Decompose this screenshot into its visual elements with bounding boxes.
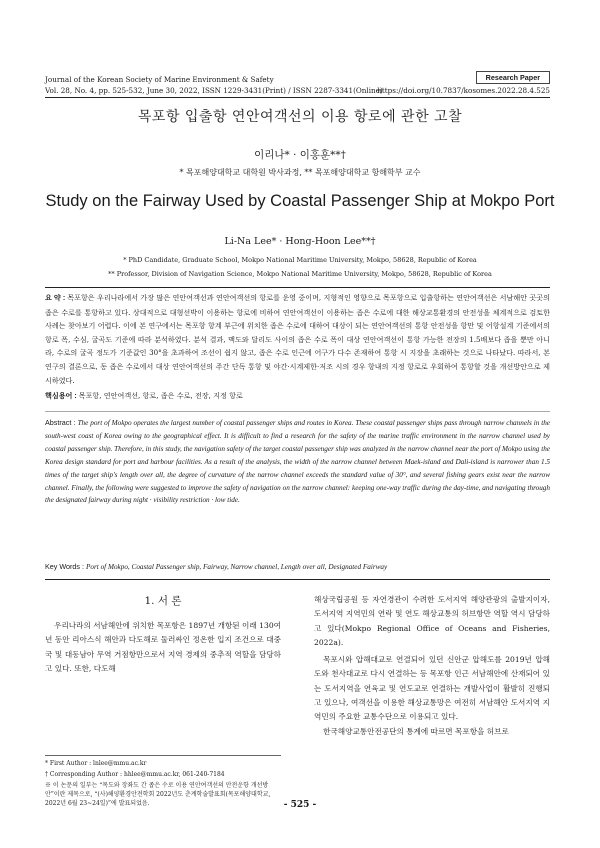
journal-name: Journal of the Korean Society of Marine Environment & Safety <box>45 75 274 84</box>
korean-affiliation: * 목포해양대학교 대학원 박사과정, ** 목포해양대학교 항해학부 교수 <box>179 168 421 177</box>
footnote-divider <box>45 755 281 756</box>
english-authors: Li-Na Lee* · Hong-Hoon Lee**† <box>224 236 376 247</box>
english-keywords-text: Port of Mokpo, Coastal Passenger ship, Fairway, Narrow channel, Length over all, Designated Fairway <box>86 563 388 571</box>
english-abstract-label: Abstract : <box>45 418 78 427</box>
korean-keywords <box>45 389 550 404</box>
doi-link[interactable]: https://doi.org/10.7837/kosomes.2022.28.4.525 <box>377 86 550 95</box>
right-column-text <box>314 593 550 739</box>
korean-abstract-text: 목포항은 우리나라에서 가장 많은 연안여객선과 연안여객선의 항로를 운영 중이며, 지형적인 영향으로 목포항으로 입출항하는 연안여객선은 서남해안 곳곳의 좁은 수로를 통항하고 있다. 상대적으로 대형선박이 이용하는 항로에 비하여 연안여객선이 이용하는 좁은 수로에 대한 해상교통환경의 안전성을 체계적으로 검토한 사례는 찾아보기 어렵다. 이에 본 연구에서는 목포항 항계 부근에 위치한 좁은 수로에 대하여 대상이 되는 연안여객선의 통항 안전성을 항만 및 어항설계 기준에서의 항로 폭, 수심, 굴곡도 기준에 따라 분석하였다. 분석 결과, 맥도와 달리도 사이의 좁은 수로 폭이 대상 연안여객선이 통항 가능한 전장의 1.5배보다 좁을 뿐만 아니라, 수로의 굴곡 정도가 기준값인 30°을 초과하여 조선이 쉽지 않고, 좁은 수로 인근에 어구가 다수 존재하여 통항 시 지장을 초래하는 것으로 나타났다. 따라서, 본 연구의 결론으로, 동 좁은 수로에서 대상 연안여객선의 주간 단독 통항 및 야간·시계제한·저조 시의 경우 항내의 지정 항로로 우회하여 통항할 것을 개선방안으로 제시하였다. <box>45 293 550 385</box>
abstract-mid-divider <box>45 411 550 412</box>
korean-keywords-text: 목포항, 연안여객선, 항로, 좁은 수로, 전장, 지정 항로 <box>78 391 243 400</box>
abstract-bottom-divider <box>45 579 550 580</box>
issue-info: Vol. 28, No. 4, pp. 525-532, June 30, 2022, ISSN 1229-3431(Print) / ISSN 2287-3341(Online) <box>45 86 383 95</box>
article-type-badge: Research Paper <box>476 71 550 84</box>
korean-title: 목포항 입출항 연안여객선의 이용 항로에 관한 고찰 <box>137 109 463 125</box>
korean-authors: 이리나* · 이홍훈**† <box>254 149 346 161</box>
section-heading-introduction: 1. 서 론 <box>144 595 182 607</box>
paragraph: 해상국립공원 등 자연경관이 수려한 도서지역 해양관광의 출발지이자, 도서지역 지역민의 연락 및 연도 해상교통의 허브항만 역할 역시 담당하고 있다(Mokpo Regional Office of Oceans and Fisheries, 2022a). <box>314 595 550 647</box>
header-divider <box>45 97 550 98</box>
paragraph: 우리나라의 서남해안에 위치한 목포항은 1897년 개항된 이래 130여년 동안 리아스식 해안과 다도해로 둘러싸인 정온한 입지 조건으로 대중국 및 대동남아 무역 거점항만으로서 지역 경제의 중추적 역할을 담당하고 있다. 또한, 다도해 <box>45 621 281 673</box>
footnote-corresponding-author: † Corresponding Author : hhlee@mmu.ac.kr, 061-240-7184 <box>45 771 225 778</box>
korean-keywords-label: 핵심용어 : <box>45 392 79 400</box>
korean-abstract-label: 요 약 : <box>45 294 68 302</box>
english-affiliation-2: ** Professor, Division of Navigation Science, Mokpo National Maritime University, Mokpo, 58628, Republic of Korea <box>108 270 492 278</box>
english-affiliation-1: * PhD Candidate, Graduate School, Mokpo National Maritime University, Mokpo, 58628, Republic of Korea <box>123 256 477 264</box>
english-abstract-text: The port of Mokpo operates the largest number of coastal passenger ships and routes in Korea. These coastal passenger ships pass through narrow channels in the south-west coast of Korea owing to the geographical effect. It is difficult to find a research for the safety of the marine traffic environment in the narrow channel used by coastal passenger ship. Therefore, in this study, the navigation safety of the target coastal passenger ship was analyzed in the narrow channel near the port of Mokpo using the Korea design standard for port and harbour facilities. As a result of the analysis, the width of the narrow channel between Maek-island and Dali-island is narrower than 1.5 times of the target ship's length over all, the degree of curvature of the narrow channel exceeds the standard value of 30°, and several fishing gears exist near the narrow channel. Finally, the following were suggested to improve the safety of navigation on the narrow channel: keeping one-way traffic during the day-time, and navigating through the designated fairway during night · visibility restriction · low tide. <box>45 419 550 505</box>
english-abstract <box>45 417 550 507</box>
footnote-first-author: * First Author : lnlee@mmu.ac.kr <box>45 760 147 767</box>
korean-abstract <box>45 291 550 387</box>
abstract-top-divider <box>45 287 550 288</box>
english-keywords <box>45 562 550 571</box>
english-title: Study on the Fairway Used by Coastal Passenger Ship at Mokpo Port <box>45 192 555 210</box>
english-keywords-label: Key Words : <box>45 562 87 571</box>
left-column-text <box>45 619 281 676</box>
page-number: - 525 - <box>283 800 317 810</box>
paragraph: 한국해양교통안전공단의 통계에 따르면 목포항을 허브로 <box>323 726 509 736</box>
footnote-presentation-note: ※ 이 논문의 일부는 “목도와 장좌도 간 좁은 수로 이용 연안여객선의 안전운항 개선방안”이란 제목으로, “(사)해양환경안전학회 2022년도 춘계학술발표회(목포해양대학교, 2022년 6월 23~24일)”에 발표되었음. <box>45 782 271 807</box>
paragraph: 목포시와 압해대교로 연결되어 있던 신안군 압해도를 2019년 압해도와 천사대교로 다시 연결하는 등 목포항 인근 서남해안에 산재되어 있는 도서지역을 연육교 및 연도교로 연결하는 개발사업이 활발히 진행되고 있으나, 여객선을 이용한 해상교통망은 여전히 서남해안 도서지역 지역민의 주요한 교통수단으로 이용되고 있다. <box>314 655 550 722</box>
